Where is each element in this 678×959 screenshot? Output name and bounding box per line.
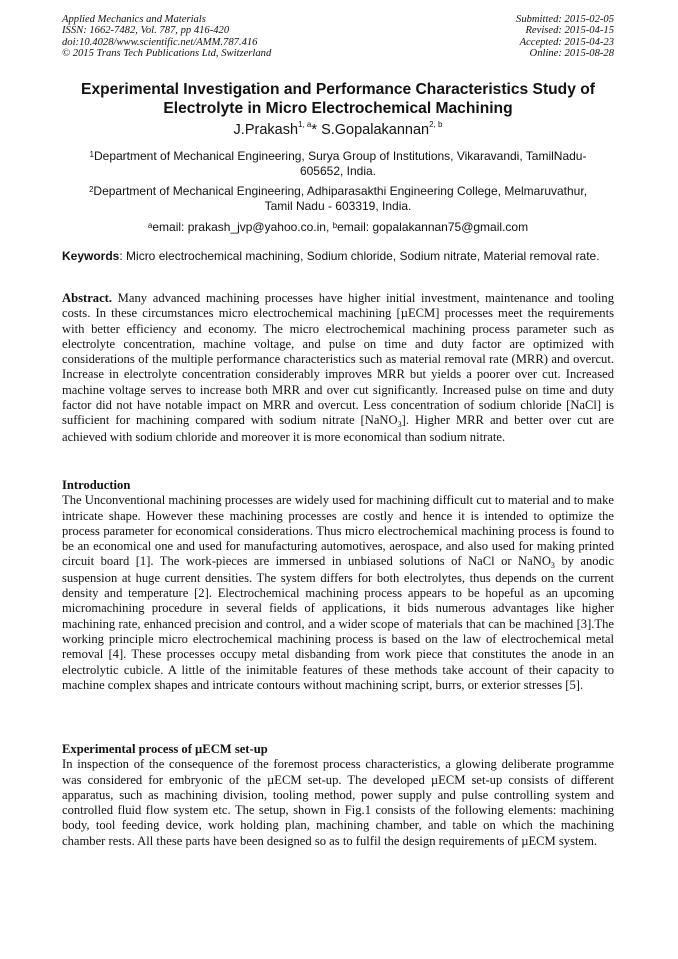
experimental-heading: Experimental process of µECM set-up [62, 742, 268, 756]
author-name: J.Prakash [233, 122, 299, 138]
affiliation [80, 149, 596, 179]
revised-date: Revised: 2015-04-15 [525, 25, 614, 37]
introduction-section [62, 478, 614, 693]
affil-text: Department of Mechanical Engineering, Surya Group of Institutions, Vikaravandi, TamilNadu-605652, India. [93, 149, 587, 178]
abstract-text: Many advanced machining processes have higher initial investment, maintenance and tooling costs. In these circumstances micro electrochemical machining [µECM] processes meet the requirements with better efficiency and economy. The micro electrochemical machining process parameter such as electrolyte concentration, machine voltage, and pulse on time and duty factor are optimized with considerations of the multiple performance characteristics such as material removal rate (MRR) and overcut. Increase in electrolyte concentration considerably improves MRR but yields a poorer over cut. Increased machine voltage serves to increase both MRR and over cut significantly. Increased pulse on time and duty factor did not have notable impact on MRR and overcut. Less concentration of sodium chloride [NaCl] is sufficient for machining compared with sodium nitrate [NaNO [62, 291, 614, 428]
abstract [62, 291, 614, 445]
journal-name: Applied Mechanics and Materials [62, 14, 206, 25]
email-a[interactable]: email: prakash_jvp@yahoo.co.in, [152, 220, 333, 234]
doi: doi:10.4028/www.scientific.net/AMM.787.416 [62, 36, 258, 48]
corresponding-mark: * [311, 122, 318, 138]
keywords-text: : Micro electrochemical machining, Sodium chloride, Sodium nitrate, Material removal rate. [119, 249, 600, 263]
abstract-text: ]. Higher MRR and better over cut are achieved with sodium chloride and moreover it is more economical than sodium nitrate. [62, 413, 615, 444]
affil-text: Department of Mechanical Engineering, Adhiparasakthi Engineering College, Melmaruvathur, Tamil Nadu - 603319, India. [93, 184, 588, 213]
dates-info [516, 14, 614, 60]
affil-number: 1 [89, 150, 94, 159]
copyright: © 2015 Trans Tech Publications Ltd, Switzerland [62, 48, 272, 60]
author-name: S.Gopalakannan [321, 122, 430, 138]
experimental-section [62, 742, 614, 849]
author-affil: 1, a [298, 120, 312, 129]
email-mark: a [147, 221, 153, 230]
experimental-text: In inspection of the consequence of the foremost process characteristics, a glowing deliberate programme was considered for embryonic of the µECM set-up. The developed µECM set-up consists of different apparatus, such as machining division, tooling method, power supply and pulse controlling system and controlled fluid flow system etc. The setup, shown in Fig.1 consists of the following elements: machining body, tool feeding device, work holding plan, machining chamber, and table on which the machining chamber rests. All these parts have been designed so as to fulfil the design requirements of µECM system. [62, 757, 614, 848]
introduction-text [62, 493, 614, 693]
subscript: 3 [550, 561, 555, 571]
paper-title: Experimental Investigation and Performance Characteristics Study of Electrolyte in Micro Electrochemical Machining [81, 81, 595, 117]
email-mark: b [332, 221, 338, 230]
author-affil: 2, b [429, 120, 443, 129]
affiliation [80, 184, 596, 214]
abstract-label: Abstract. [62, 291, 113, 305]
journal-info [62, 14, 271, 60]
subscript: 3 [397, 420, 402, 430]
intro-text: The Unconventional machining processes are widely used for machining difficult cut to material and to make intricate shape. However these machining processes are costly and hence it is intended to optimize the process parameter for economical considerations. Thus micro electrochemical machining process is found to be an economical one and used for manufacturing automotives, aerospace, and also used for making printed circuit board [1]. The work-pieces are immersed in unbiased solutions of NaCl or NaNO [62, 493, 614, 569]
submitted-date: Submitted: 2015-02-05 [516, 14, 614, 25]
accepted-date: Accepted: 2015-04-23 [519, 36, 614, 48]
keywords-label: Keywords [62, 249, 120, 263]
keywords [62, 249, 614, 264]
introduction-heading: Introduction [62, 478, 131, 492]
issn: ISSN: 1662-7482, Vol. 787, pp 416-420 [62, 25, 230, 37]
intro-text: by anodic suspension at huge current densities. The system differs for both electrolytes, thus depends on the current density and temperature [2]. Electrochemical machining process appears to be hopeful as an upcoming micromachining procedure in several fields of applications, it bids numerous advantages like higher machining rate, enhanced precision and control, and a wider scope of materials that can be machined [3].The working principle micro electrochemical machining process is based on the law of electrochemical metal removal [4]. These processes occupy metal disbanding from work piece that constitutes the anode in an electrolytic cubicle. A little of the inimitable features of these methods take account of their capacity to machine complex shapes and intricate contours without machining script, burrs, or exterior stresses [5]. [62, 554, 614, 692]
online-date: Online: 2015-08-28 [529, 48, 614, 60]
affil-number: 2 [88, 185, 94, 194]
authors [62, 122, 614, 138]
emails [80, 220, 596, 235]
email-b[interactable]: email: gopalakannan75@gmail.com [337, 220, 529, 234]
